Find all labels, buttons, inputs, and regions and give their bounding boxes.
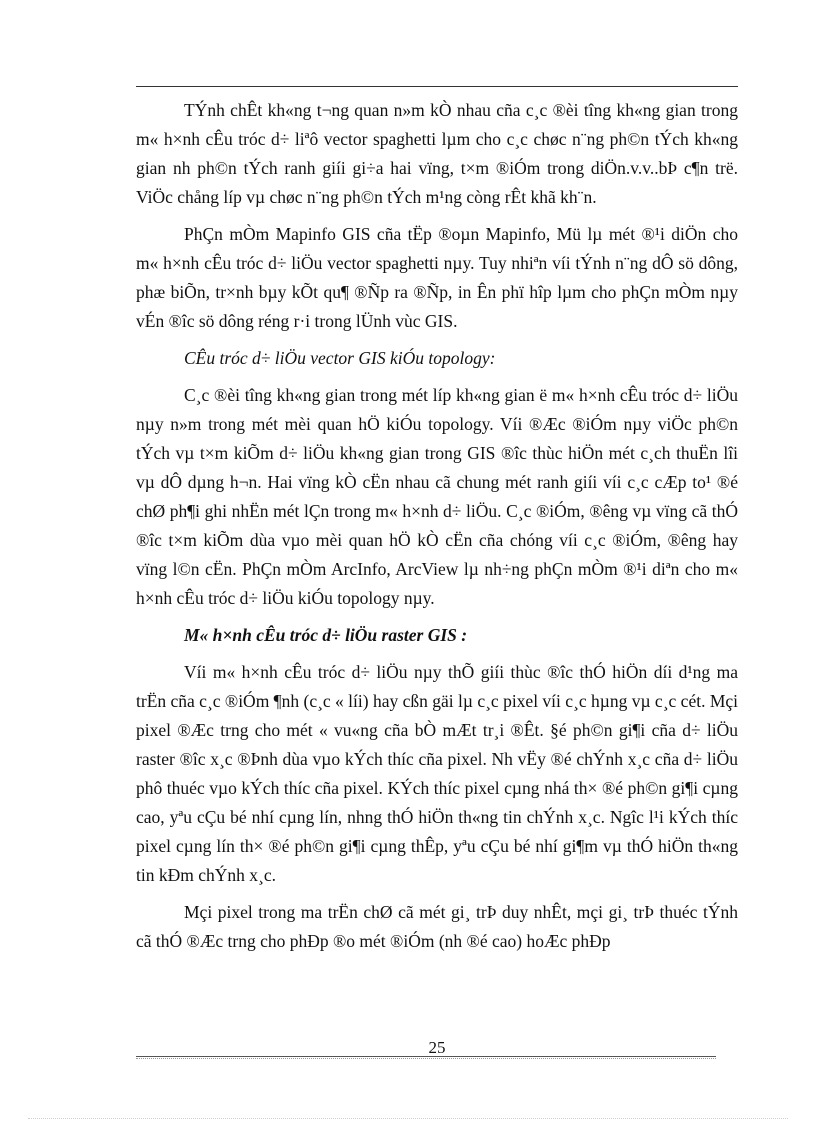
footer-rule-dotted (136, 1058, 716, 1059)
heading-vector-topology: CÊu tróc d÷ liÖu vector GIS kiÓu topology: (184, 348, 496, 368)
paragraph-spaghetti-limitations: TÝnh chÊt kh«ng t¬ng quan n»m kÒ nhau cña c¸c ®èi tîng kh«ng gian trong m« h×nh cÊu tróc d÷ liªô vector spaghetti lµm cho c¸c chøc n¨ng ph©n tÝch kh«ng gian nh ph©n tÝch ranh giíi gi÷a hai vïng, t×m ®iÓm trong diÖn.v.v..bÞ c¶n trë. ViÖc chång líp vµ chøc n¨ng ph©n tÝch m¹ng còng rÊt khã kh¨n. (136, 100, 738, 207)
page-edge-divider (28, 1118, 788, 1119)
paragraph-pixel-values: Mçi pixel trong ma trËn chØ cã mét gi¸ trÞ duy nhÊt, mçi gi¸ trÞ thuéc tÝnh cã thÓ ®Æc trng cho phÐp ®o mét ®iÓm (nh ®é cao) hoÆc phÐp (136, 902, 738, 951)
heading-raster-model: M« h×nh cÊu tróc d÷ liÖu raster GIS : (184, 625, 468, 645)
page-body (136, 96, 738, 964)
header-rule (136, 86, 738, 87)
footer-rule (136, 1056, 716, 1057)
paragraph-raster: Víi m« h×nh cÊu tróc d÷ liÖu nµy thÕ giíi thùc ®îc thÓ hiÖn díi d¹ng ma trËn cña c¸c ®iÓm ¶nh (c¸c « líi) hay cßn gäi lµ c¸c pixel víi c¸c hµng vµ c¸c cét. Mçi pixel ®Æc trng cho mét « vu«ng cña bÒ mÆt tr¸i ®Êt. §é ph©n gi¶i cña d÷ liÖu raster ®îc x¸c ®Þnh dùa vµo kÝch thíc cña pixel. Nh vËy ®é chÝnh x¸c cña d÷ liÖu phô thuéc vµo kÝch thíc cña pixel. KÝch thíc pixel cµng nhá th× ®é ph©n gi¶i cµng cao, yªu cÇu bé nhí cµng lín, nhng thÓ hiÖn th«ng tin chÝnh x¸c. Ngîc l¹i kÝch thíc pixel cµng lín th× ®é ph©n gi¶i cµng thÊp, yªu cÇu bé nhí gi¶m vµ thÓ hiÖn th«ng tin kÐm chÝnh x¸c. (136, 662, 739, 885)
page-number: 25 (428, 1038, 446, 1057)
paragraph-topology: C¸c ®èi tîng kh«ng gian trong mét líp kh«ng gian ë m« h×nh cÊu tróc d÷ liÖu nµy n»m trong mét mèi quan hÖ kiÓu topology. Víi ®Æc ®iÓm nµy viÖc ph©n tÝch vµ t×m kiÕm d÷ liÖu kh«ng gian trong GIS ®îc thùc hiÖn mét c¸ch thuËn lîi vµ dÔ dµng h¬n. Hai vïng kÒ cËn nhau cã chung mét ranh giíi víi c¸c cÆp to¹ ®é chØ ph¶i ghi nhËn mét lÇn trong m« h×nh d÷ liÖu. C¸c ®iÓm, ®êng vµ vïng cã thÓ ®îc t×m kiÕm dùa vµo mèi quan hÖ kÒ cËn cña chóng víi c¸c ®iÓm, ®êng hay vïng l©n cËn. PhÇn mÒm ArcInfo, ArcView lµ nh÷ng phÇn mÒm ®¹i diªn cho m« h×nh cÊu tróc d÷ liÖu kiÓu topology nµy. (136, 385, 738, 608)
paragraph-mapinfo: PhÇn mÒm Mapinfo GIS cña tËp ®oµn Mapinfo, Mü lµ mét ®¹i diÖn cho m« h×nh cÊu tróc d÷ liÖu vector spaghetti nµy. Tuy nhiªn víi tÝnh n¨ng dÔ sö dông, phæ biÕn, tr×nh bµy kÕt qu¶ ®Ñp ra ®Ñp, in Ên phï hîp lµm cho phÇn mÒm nµy vÉn ®îc sö dông réng r·i trong lÜnh vùc GIS. (136, 224, 738, 331)
